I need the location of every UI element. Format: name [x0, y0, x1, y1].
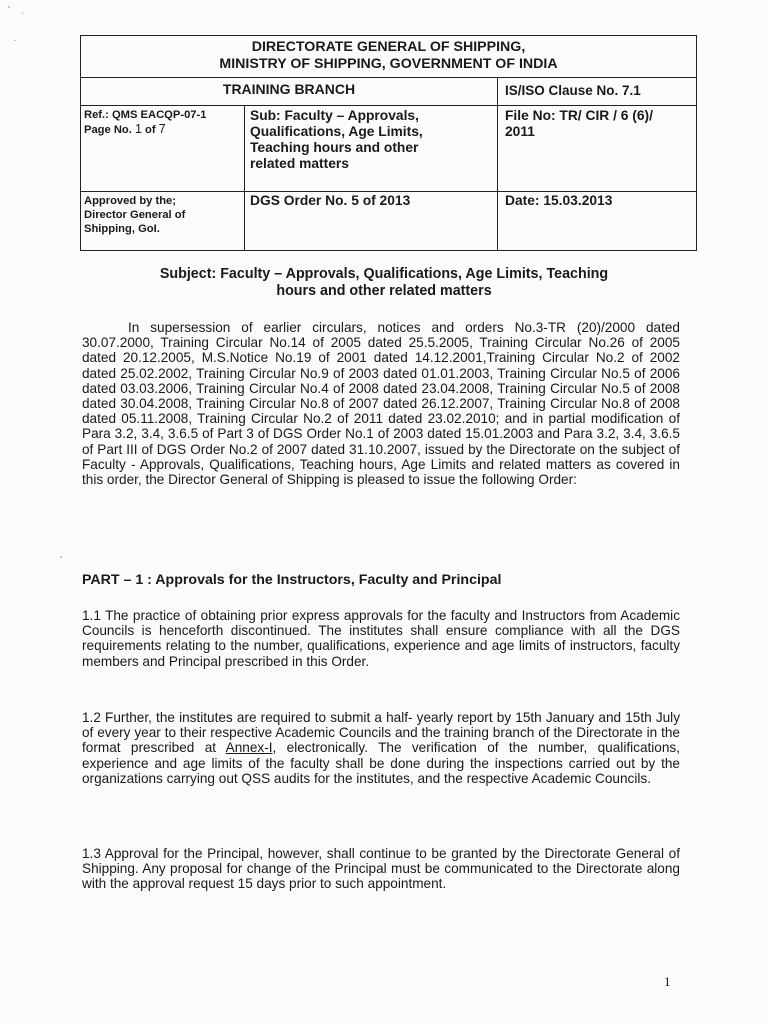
ref-number: Ref.: QMS EACQP-07-1	[84, 109, 207, 121]
approved-line: Approved by the;	[84, 195, 176, 207]
org-line-2: MINISTRY OF SHIPPING, GOVERNMENT OF INDIA	[219, 56, 558, 72]
ref-cell	[81, 106, 245, 191]
page-current: 1	[134, 122, 142, 136]
subject-cell	[245, 106, 498, 191]
scan-speck	[22, 12, 23, 14]
header-row-subject	[81, 106, 696, 192]
subject-heading	[110, 266, 658, 300]
page-total: 7	[158, 122, 166, 136]
iso-clause: IS/ISO Clause No. 7.1	[505, 83, 641, 98]
para-1-2-text: , electronically. The verification of the number, qualifications, experience and age limits of the faculty shall be done during the inspections carried out by the organizations carrying out QSS audits for the institutes, and the respective Academic Councils.	[82, 740, 680, 786]
sub-line: Teaching hours and other	[250, 140, 419, 155]
para-1-2-text: 1.2 Further, the institutes are required to submit a half- yearly report by 15th January and 15th July of every year to their respective Academic Councils and the training branch of the Directorate in the format prescribed at	[82, 710, 680, 756]
scan-speck	[14, 40, 16, 41]
paragraph-1-3: 1.3 Approval for the Principal, however, shall continue to be granted by the Directorate General of Shipping. Any proposal for change of the Principal must be communicated to the Directorate along with the approval request 15 days prior to such appointment.	[82, 846, 680, 892]
sub-line: related matters	[250, 156, 349, 171]
paragraph-1-2	[82, 710, 680, 786]
intro-paragraph	[82, 320, 680, 487]
file-no-line: File No: TR/ CIR / 6 (6)/	[505, 108, 653, 123]
approved-line: Director General of	[84, 209, 186, 221]
intro-text: In supersession of earlier circulars, notices and orders No.3-TR (20)/2000 dated 30.07.2000, Training Circular No.14 of 2005 dated 25.5.2005, Training Circular No.26 of 2005 dated 20.12.2005, M.S.Notice No.19 of 2001 dated 14.12.2001,Training Circular No.2 of 2002 dated 25.02.2002, Training Circular No.9 of 2003 dated 01.01.2003, Training Circular No.5 of 2006 dated 03.03.2006, Training Circular No.4 of 2008 dated 23.04.2008, Training Circular No.5 of 2008 dated 30.04.2008, Training Circular No.8 of 2007 dated 26.12.2007, Training Circular No.8 of 2008 dated 05.11.2008, Training Circular No.2 of 2011 dated 23.02.2010; and in partial modification of Para 3.2, 3.4, 3.6.5 of Part 3 of DGS Order No.1 of 2003 dated 15.01.2003 and Para 3.2, 3.4, 3.6.5 of Part III of DGS Order No.2 of 2007 dated 31.10.2007, issued by the Directorate on the subject of Faculty - Approvals, Qualifications, Teaching hours, Age Limits and related matters as covered in this order, the Director General of Shipping is pleased to issue the following Order:	[82, 320, 680, 488]
org-line-1: DIRECTORATE GENERAL OF SHIPPING,	[251, 39, 526, 55]
subject-line-1: Subject: Faculty – Approvals, Qualifications, Age Limits, Teaching	[159, 266, 609, 282]
training-branch: TRAINING BRANCH	[81, 78, 498, 105]
page-of: of	[145, 124, 156, 136]
sub-line: Sub: Faculty – Approvals,	[250, 108, 419, 123]
part-1-heading: PART – 1 : Approvals for the Instructors, Faculty and Principal	[82, 572, 502, 588]
file-no-cell	[498, 106, 696, 191]
approved-line: Shipping, GoI.	[84, 223, 160, 235]
file-no-line: 2011	[505, 124, 535, 139]
header-organisation	[81, 36, 696, 78]
page-no	[84, 122, 241, 137]
scan-speck	[8, 6, 10, 8]
scan-speck	[60, 556, 62, 558]
annex-reference: Annex-I	[225, 740, 273, 756]
header-table	[80, 35, 697, 251]
subject-line-2: hours and other related matters	[276, 283, 492, 299]
order-number: DGS Order No. 5 of 2013	[245, 192, 498, 250]
header-row-approval	[81, 192, 696, 250]
paragraph-1-1: 1.1 The practice of obtaining prior express approvals for the faculty and Instructors from Academic Councils is henceforth discontinued. The institutes shall ensure compliance with all the DGS requirements relating to the number, qualifications, experience and age limits of instructors, faculty members and Principal prescribed in this Order.	[82, 608, 680, 669]
header-row-branch	[81, 78, 696, 106]
page-number: 1	[664, 974, 671, 989]
page-label: Page No.	[84, 124, 132, 136]
order-date: Date: 15.03.2013	[505, 193, 613, 208]
sub-line: Qualifications, Age Limits,	[250, 124, 423, 139]
approved-by-cell	[81, 192, 245, 250]
